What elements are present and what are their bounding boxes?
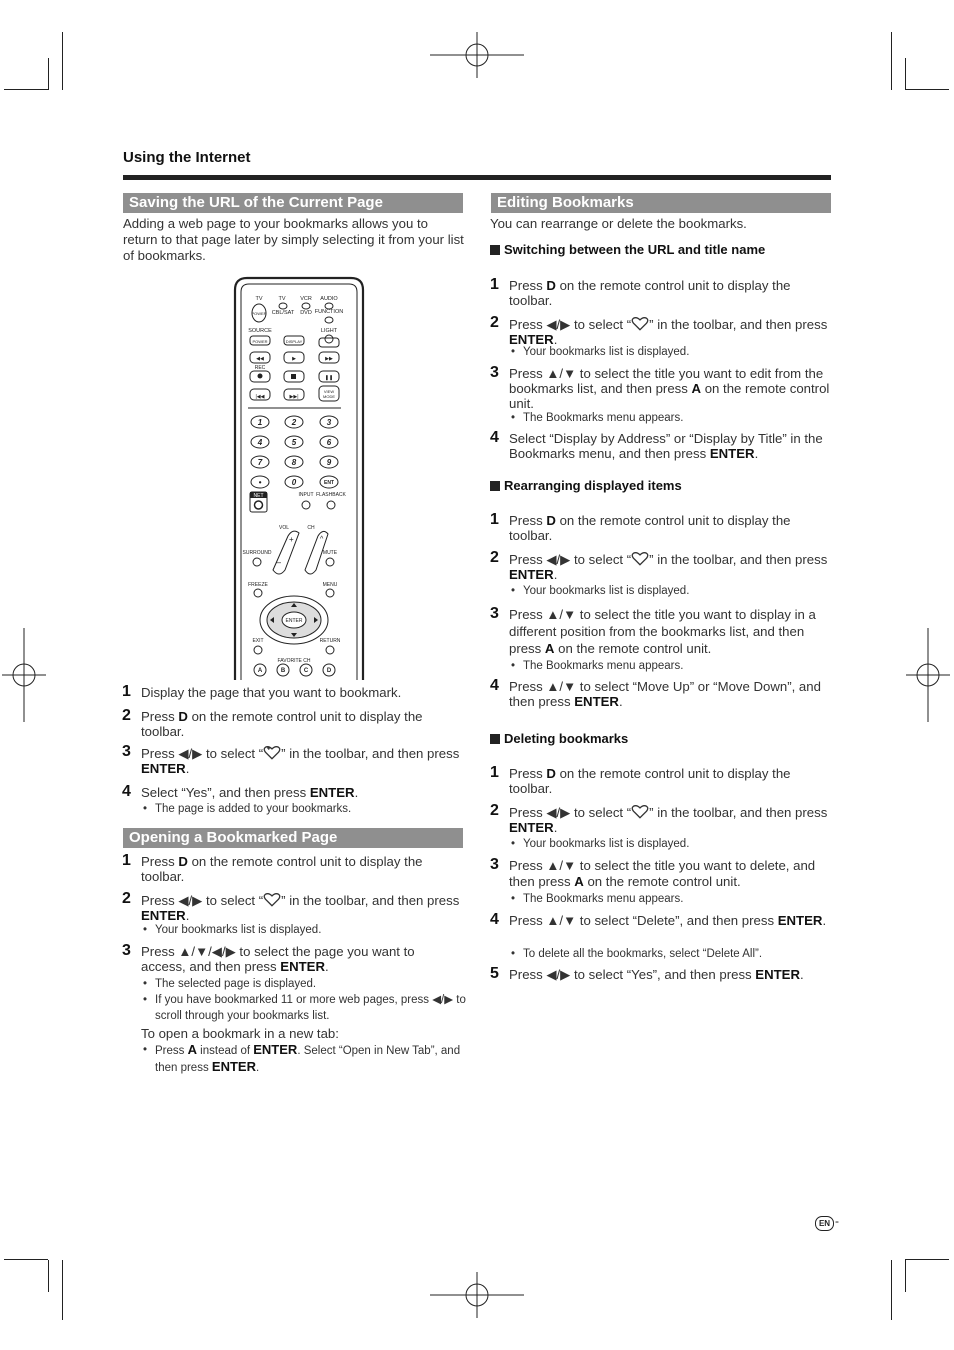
- crop-mark: [891, 32, 892, 90]
- key-name: D: [546, 278, 556, 293]
- editing-intro: You can rearrange or delete the bookmarks.: [490, 216, 747, 231]
- bookmark-heart-icon: [631, 316, 649, 332]
- step-text: Press ◀/▶ to select “: [509, 317, 632, 332]
- step-text: Press ◀/▶ to select “: [509, 552, 632, 567]
- svg-text:|◀◀: |◀◀: [255, 394, 265, 400]
- svg-text:NET: NET: [253, 493, 264, 499]
- bookmark-heart-icon: [631, 804, 649, 820]
- key-name: ENTER: [574, 694, 619, 709]
- svg-text:1: 1: [257, 418, 263, 427]
- step-number: 4: [122, 783, 131, 800]
- step-text: .: [553, 820, 558, 835]
- svg-text:C: C: [303, 668, 309, 674]
- key-name: ENTER: [253, 1042, 298, 1057]
- svg-text:VCR: VCR: [300, 296, 312, 302]
- deleting-step-4: [490, 911, 831, 929]
- step-number: 3: [490, 605, 499, 622]
- svg-text:ENTER: ENTER: [285, 618, 303, 624]
- language-badge: EN: [815, 1216, 834, 1231]
- switching-step-3: [490, 364, 834, 411]
- crop-mark: [891, 1260, 892, 1320]
- step-text: on the remote control unit to display the toolbar.: [509, 513, 791, 543]
- bookmark-heart-icon: [631, 551, 649, 567]
- crop-mark: [905, 89, 949, 90]
- crop-mark: [905, 1260, 906, 1292]
- saving-step-2: [122, 707, 456, 739]
- step-text: on the remote control unit to display the toolbar.: [141, 854, 423, 884]
- svg-text:•: •: [258, 478, 262, 487]
- crop-mark: [62, 32, 63, 90]
- key-name: D: [546, 513, 556, 528]
- svg-text:❚❚: ❚❚: [324, 375, 334, 381]
- key-name: ENTER: [509, 567, 554, 582]
- step-text: Select “Display by Address” or “Display by Title” in the Bookmarks menu, and then press: [509, 431, 823, 461]
- step-text: Press ◀/▶ to select “: [141, 746, 264, 761]
- svg-text:2: 2: [291, 418, 297, 427]
- step-text: Press ◀/▶ to select “: [509, 805, 632, 820]
- step-number: 2: [490, 314, 499, 331]
- svg-text:EXIT: EXIT: [252, 638, 264, 644]
- svg-text:4: 4: [257, 438, 263, 447]
- saving-note: • The page is added to your bookmarks.: [141, 801, 475, 817]
- switching-note: • Your bookmarks list is displayed.: [509, 344, 843, 360]
- step-number: 2: [122, 707, 131, 724]
- step-text: on the remote control unit to display the toolbar.: [509, 278, 791, 308]
- svg-text:CBL/SAT: CBL/SAT: [271, 310, 295, 316]
- deleting-step-3: [490, 856, 831, 890]
- svg-text:+: +: [289, 535, 294, 544]
- registration-target-icon: [2, 628, 46, 722]
- key-name: ENTER: [280, 959, 325, 974]
- crop-mark: [905, 58, 906, 90]
- svg-text:MODE: MODE: [323, 394, 335, 399]
- key-name: ENTER: [309, 785, 355, 800]
- step-text: Press ▲/▼ to select the title you want to display in a different position from the bookmarks list, and then press: [509, 607, 816, 656]
- key-name: A: [187, 1042, 197, 1057]
- rearranging-note: • The Bookmarks menu appears.: [509, 658, 843, 674]
- crop-mark: [62, 1260, 63, 1320]
- step-number: 2: [122, 890, 131, 907]
- step-number: 1: [490, 764, 499, 781]
- key-name: ENTER: [777, 913, 823, 928]
- step-number: 2: [490, 802, 499, 819]
- registration-target-icon: [430, 32, 524, 78]
- svg-text:▶: ▶: [292, 356, 296, 362]
- remote-control-illustration: [123, 270, 463, 680]
- step-number: 4: [490, 677, 499, 694]
- svg-text:POWER: POWER: [251, 311, 267, 316]
- step-text: Press ▲/▼ to select the title you want to edit from the bookmarks list, and then press: [509, 366, 824, 396]
- step-text: on the remote control unit.: [583, 874, 741, 889]
- step-text: Press: [141, 854, 179, 869]
- step-text: ” in the toolbar, and then press: [281, 746, 460, 761]
- step-text: .: [822, 913, 827, 928]
- opening-note: • Your bookmarks list is displayed.: [141, 922, 475, 938]
- crop-mark: [4, 89, 48, 90]
- deleting-note: • Your bookmarks list is displayed.: [509, 836, 843, 852]
- step-text: Press ▲/▼ to select “Move Up” or “Move Down”, and then press: [509, 679, 821, 709]
- svg-text:POWER: POWER: [252, 339, 268, 344]
- step-text: Select “Yes”, and then press: [141, 785, 310, 800]
- key-name: ENTER: [755, 967, 800, 982]
- page-header: Using the Internet: [123, 149, 251, 166]
- step-text: ” in the toolbar, and then press: [649, 805, 828, 820]
- svg-text:DISPLAY: DISPLAY: [285, 339, 303, 344]
- header-rule: [123, 175, 831, 180]
- step-text: on the remote control unit.: [554, 641, 712, 656]
- svg-text:FAVORITE CH: FAVORITE CH: [277, 658, 311, 664]
- step-text: Press ▲/▼/◀/▶ to select the page you want to access, and then press: [141, 944, 415, 974]
- key-name: ENTER: [141, 761, 186, 776]
- key-name: ENTER: [509, 820, 554, 835]
- step-text: ” in the toolbar, and then press: [281, 893, 460, 908]
- saving-step-1: [122, 683, 466, 700]
- subsection-deleting: Deleting bookmarks: [490, 731, 628, 746]
- svg-text:REC: REC: [254, 365, 266, 371]
- rearranging-step-4: [490, 677, 831, 709]
- key-name: D: [178, 854, 188, 869]
- step-text: Press ◀/▶ to select “: [141, 893, 264, 908]
- rearranging-step-1: [490, 511, 831, 543]
- step-number: 5: [490, 965, 499, 982]
- step-text: ” in the toolbar, and then press: [649, 317, 828, 332]
- switching-step-4: [490, 429, 831, 461]
- step-number: 3: [490, 856, 499, 873]
- step-text: .: [800, 967, 804, 982]
- svg-text:3: 3: [326, 418, 332, 427]
- note-text: .: [255, 1062, 260, 1074]
- new-tab-note: [141, 1042, 481, 1076]
- key-name: D: [178, 709, 188, 724]
- svg-text:RETURN: RETURN: [319, 638, 341, 644]
- key-name: ENTER: [709, 446, 755, 461]
- svg-text:TV: TV: [278, 296, 286, 302]
- svg-text:5: 5: [291, 438, 297, 447]
- section-title-editing: Editing Bookmarks: [491, 193, 831, 213]
- svg-text:LIGHT: LIGHT: [320, 328, 338, 334]
- key-name: A: [574, 874, 584, 889]
- note-text: Press: [155, 1045, 188, 1057]
- svg-text:D: D: [326, 668, 332, 674]
- svg-text:SURROUND: SURROUND: [242, 550, 272, 556]
- svg-text:7: 7: [257, 458, 263, 467]
- rearranging-note: • Your bookmarks list is displayed.: [509, 583, 843, 599]
- step-text: on the remote control unit to display the toolbar.: [141, 709, 423, 739]
- saving-intro: Adding a web page to your bookmarks allows you to return to that page later by simply selecting it from your list of bookmarks.: [123, 216, 464, 263]
- step-number: 1: [490, 511, 499, 528]
- step-text: Press ▲/▼ to select “Delete”, and then press: [509, 913, 778, 928]
- step-text: Press: [509, 278, 547, 293]
- registration-target-icon: [430, 1272, 524, 1318]
- svg-text:▶▶|: ▶▶|: [289, 394, 299, 400]
- subsection-rearranging: Rearranging displayed items: [490, 478, 682, 493]
- svg-text:A: A: [257, 668, 263, 674]
- step-text: .: [324, 959, 329, 974]
- opening-note: • If you have bookmarked 11 or more web pages, press ◀/▶ to scroll through your bookmarks list.: [141, 992, 475, 1024]
- step-text: Press: [509, 766, 547, 781]
- crop-mark: [4, 1259, 48, 1260]
- step-text: .: [754, 446, 759, 461]
- key-name: A: [544, 641, 555, 656]
- svg-text:AUDIO: AUDIO: [320, 296, 338, 302]
- step-number: 1: [490, 276, 499, 293]
- key-name: ENTER: [141, 908, 186, 923]
- crop-mark: [905, 1259, 949, 1260]
- svg-text:FUNCTION: FUNCTION: [314, 309, 344, 315]
- deleting-note: • To delete all the bookmarks, select “Delete All”.: [509, 946, 843, 962]
- step-number: 4: [490, 911, 499, 928]
- rearranging-step-3: [490, 605, 834, 657]
- subsection-switching: Switching between the URL and title name: [490, 242, 765, 257]
- key-name: ENTER: [509, 332, 554, 347]
- svg-text:8: 8: [291, 458, 297, 467]
- svg-text:DVD: DVD: [300, 310, 312, 316]
- deleting-note: • The Bookmarks menu appears.: [509, 891, 843, 907]
- step-number: 3: [122, 743, 131, 760]
- svg-text:VOL: VOL: [278, 525, 290, 531]
- deleting-step-5: [490, 965, 831, 983]
- opening-step-2: [122, 890, 466, 923]
- saving-step-3: [122, 743, 466, 776]
- step-text: Display the page that you want to bookmark.: [141, 685, 402, 700]
- switching-step-1: [490, 276, 831, 308]
- step-text: Press: [141, 709, 179, 724]
- step-text: .: [618, 694, 623, 709]
- step-text: Press ◀/▶ to select “Yes”, and then press: [509, 967, 756, 982]
- switching-note: • The Bookmarks menu appears.: [509, 410, 843, 426]
- step-text: .: [553, 567, 558, 582]
- svg-text:–: –: [276, 557, 282, 567]
- svg-text:6: 6: [326, 438, 332, 447]
- key-name: D: [546, 766, 556, 781]
- svg-text:MUTE: MUTE: [322, 550, 338, 556]
- svg-text:^: ^: [320, 536, 324, 543]
- svg-text:B: B: [280, 668, 286, 674]
- note-text: instead of: [196, 1045, 254, 1057]
- note-text: . Select “Open in New Tab”, and then press: [155, 1045, 461, 1074]
- svg-text:MENU: MENU: [322, 582, 338, 588]
- switching-step-2: [490, 314, 831, 347]
- svg-text:9: 9: [326, 458, 332, 467]
- step-text: .: [185, 908, 190, 923]
- step-text: .: [185, 761, 190, 776]
- step-number: 2: [490, 549, 499, 566]
- step-text: ” in the toolbar, and then press: [649, 552, 828, 567]
- svg-text:INPUT: INPUT: [298, 492, 314, 498]
- key-name: ENTER: [211, 1059, 256, 1074]
- section-title-saving: Saving the URL of the Current Page: [123, 193, 463, 213]
- svg-text:CH: CH: [307, 525, 315, 531]
- step-text: Press ▲/▼ to select the title you want to delete, and then press: [509, 858, 816, 889]
- step-text: on the remote control unit.: [509, 381, 830, 411]
- add-bookmark-heart-icon: [263, 745, 281, 761]
- step-number: 1: [122, 852, 131, 869]
- svg-text:▶▶: ▶▶: [325, 356, 333, 362]
- step-number: 3: [490, 364, 499, 381]
- deleting-step-1: [490, 764, 831, 796]
- step-text: .: [354, 785, 359, 800]
- registration-target-icon: [906, 628, 950, 722]
- svg-text:TV: TV: [255, 296, 263, 302]
- svg-text:ENT: ENT: [324, 480, 334, 486]
- svg-text:0: 0: [291, 478, 297, 487]
- crop-mark: [48, 58, 49, 90]
- deleting-step-2: [490, 802, 831, 835]
- step-number: 1: [122, 683, 131, 700]
- bookmark-heart-icon: [263, 892, 281, 908]
- crop-mark: [48, 1260, 49, 1292]
- step-number: 3: [122, 942, 131, 959]
- opening-step-3: [122, 942, 461, 974]
- svg-text:FREEZE: FREEZE: [248, 582, 268, 588]
- step-text: .: [553, 332, 558, 347]
- new-tab-label: To open a bookmark in a new tab:: [141, 1026, 339, 1041]
- section-title-opening: Opening a Bookmarked Page: [123, 828, 463, 848]
- svg-text:VIEW: VIEW: [323, 389, 335, 394]
- key-name: A: [691, 381, 702, 396]
- svg-text:SOURCE: SOURCE: [248, 328, 272, 334]
- opening-note: • The selected page is displayed.: [141, 976, 475, 992]
- rearranging-step-2: [490, 549, 831, 582]
- svg-text:◀◀: ◀◀: [256, 356, 264, 362]
- saving-step-4: [122, 783, 466, 800]
- page-number-dash: -: [835, 1214, 839, 1228]
- step-text: on the remote control unit to display the toolbar.: [509, 766, 791, 796]
- step-text: Press: [509, 513, 547, 528]
- step-number: 4: [490, 429, 499, 446]
- svg-text:FLASHBACK: FLASHBACK: [316, 492, 346, 498]
- opening-step-1: [122, 852, 456, 884]
